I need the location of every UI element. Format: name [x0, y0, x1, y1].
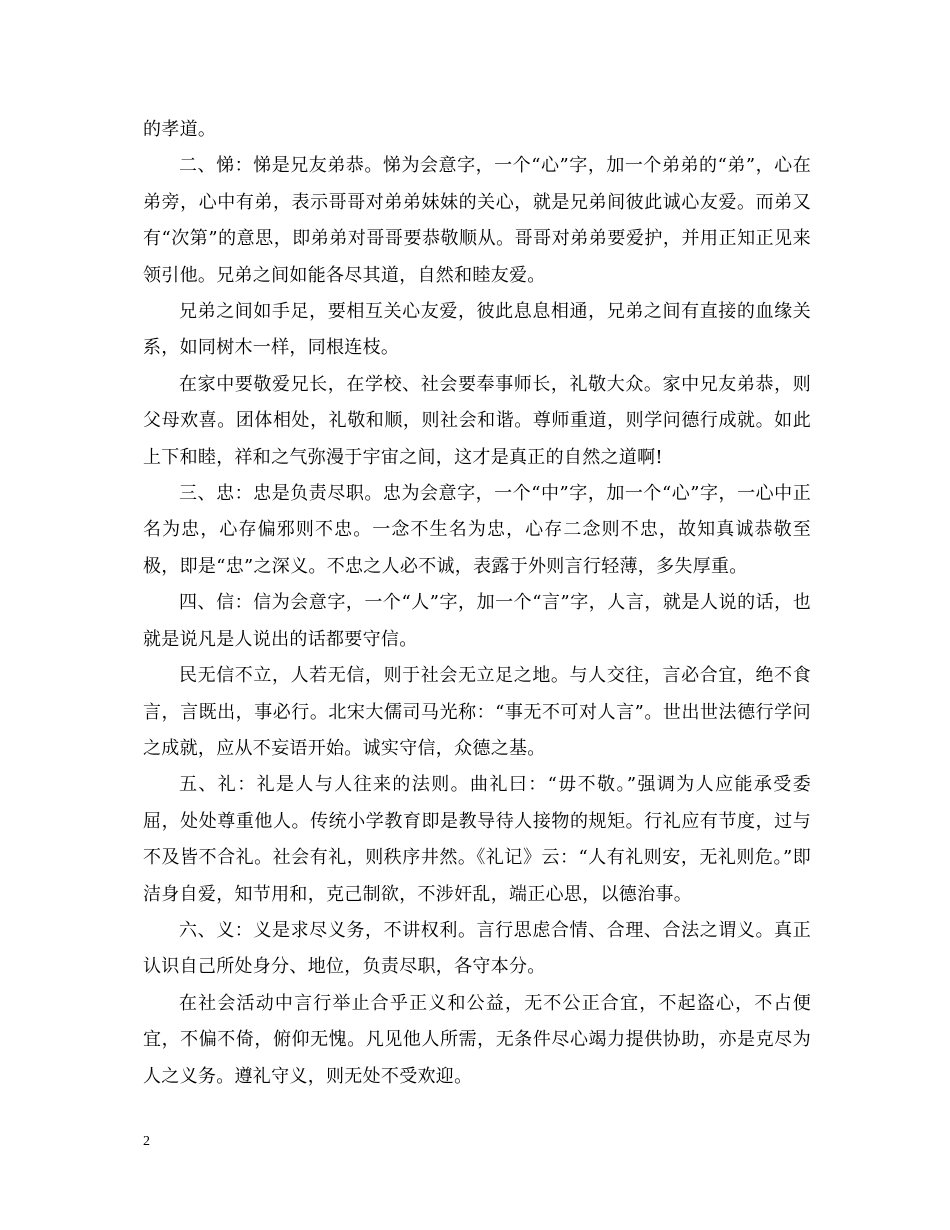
page-number: 2 [143, 1134, 150, 1149]
paragraph-8: 五、礼：礼是人与人往来的法则。曲礼曰：“毋不敬。”强调为人应能承受委屈，处处尊重他人。传统小学教育即是教导待人接物的规矩。行礼应有节度，过与不及皆不合礼。社会有礼，则秩序井然。《礼记》云：“人有礼则安，无礼则危。”即洁身自爱，知节用和，克己制欲，不涉奸乱，端正心思，以德治事。 [143, 774, 811, 905]
paragraph-2: 二、悌：悌是兄友弟恭。悌为会意字，一个“心”字，加一个弟弟的“弟”，心在弟旁，心中有弟，表示哥哥对弟弟妹妹的关心，就是兄弟间彼此诚心友爱。而弟又有“次第”的意思，即弟弟对哥哥要恭敬顺从。哥哥对弟弟要爱护，并用正知正见来领引他。兄弟之间如能各尽其道，自然和睦友爱。 [143, 155, 811, 286]
paragraph-5: 三、忠：忠是负责尽职。忠为会意字，一个“中”字，加一个“心”字，一心中正名为忠，心存偏邪则不忠。一念不生名为忠，心存二念则不忠，故知真诚恭敬至极，即是“忠”之深义。不忠之人必不诚，表露于外则言行轻薄，多失厚重。 [143, 483, 811, 577]
paragraph-3: 兄弟之间如手足，要相互关心友爱，彼此息息相通，兄弟之间有直接的血缘关系，如同树木一样，同根连枝。 [143, 301, 811, 359]
page-body [143, 112, 811, 1095]
paragraph-10: 在社会活动中言行举止合乎正义和公益，无不公正合宜，不起盗心，不占便宜，不偏不倚，俯仰无愧。凡见他人所需，无条件尽心竭力提供协助，亦是克尽为人之义务。遵礼守义，则无处不受欢迎。 [143, 992, 811, 1087]
paragraph-7: 民无信不立，人若无信，则于社会无立足之地。与人交往，言必合宜，绝不食言，言既出，事必行。北宋大儒司马光称：“事无不可对人言”。世出世法德行学问之成就，应从不妄语开始。诚实守信，众德之基。 [143, 665, 811, 759]
paragraph-9: 六、义：义是求尽义务，不讲权利。言行思虑合情、合理、合法之谓义。真正认识自己所处身分、地位，负责尽职，各守本分。 [143, 919, 811, 978]
paragraph-6: 四、信：信为会意字，一个“人”字，加一个“言”字，人言，就是人说的话，也就是说凡是人说出的话都要守信。 [143, 592, 811, 650]
paragraph-1: 的孝道。 [143, 119, 217, 140]
paragraph-4: 在家中要敬爱兄长，在学校、社会要奉事师长，礼敬大众。家中兄友弟恭，则父母欢喜。团体相处，礼敬和顺，则社会和谐。尊师重道，则学问德行成就。如此上下和睦，祥和之气弥漫于宇宙之间，这才是真正的自然之道啊! [143, 373, 811, 468]
